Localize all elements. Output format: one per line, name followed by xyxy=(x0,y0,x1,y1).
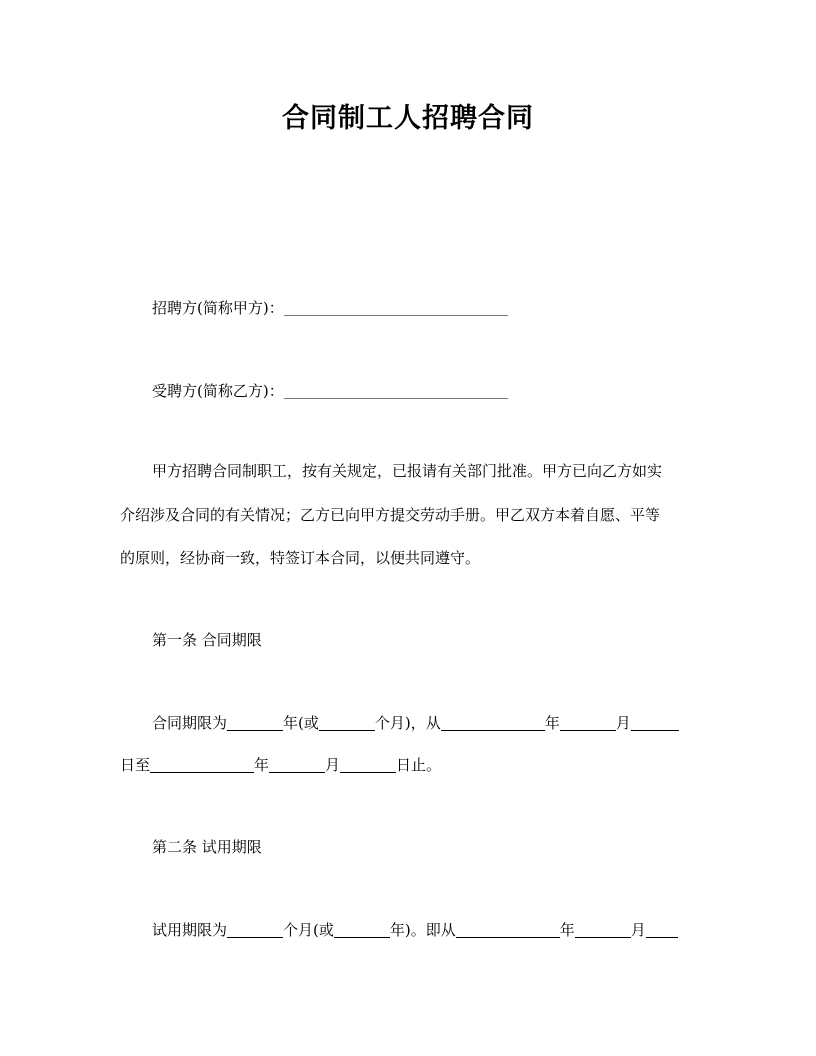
article2-text-years-from: 年)。即从 xyxy=(389,921,456,939)
end-day-blank[interactable] xyxy=(340,756,396,773)
article1-text-end-year: 年 xyxy=(254,756,270,774)
article1-line-2 xyxy=(120,754,700,776)
end-year-blank[interactable] xyxy=(150,756,254,773)
article1-text-month: 月 xyxy=(615,714,631,732)
article1-text-day-to: 日至 xyxy=(120,756,151,774)
article1-text-months-from: 个月)，从 xyxy=(374,714,441,732)
article2-heading: 第二条 试用期限 xyxy=(152,838,262,856)
article1-text-years-or: 年(或 xyxy=(283,714,319,732)
document-title: 合同制工人招聘合同 xyxy=(282,103,534,134)
trial-start-day-blank[interactable] xyxy=(646,921,678,938)
article1-heading: 第一条 合同期限 xyxy=(152,631,262,649)
article2-line-1 xyxy=(120,919,732,941)
trial-start-year-blank[interactable] xyxy=(456,921,560,938)
employer-name-blank[interactable] xyxy=(284,299,508,316)
employer-line xyxy=(120,297,732,319)
article1-text-end: 日止。 xyxy=(396,756,442,774)
intro-line-2: 介绍涉及合同的有关情况；乙方已向甲方提交劳动手册。甲乙双方本着自愿、平等 xyxy=(120,506,661,524)
trial-start-month-blank[interactable] xyxy=(575,921,631,938)
employee-name-blank[interactable] xyxy=(284,382,508,399)
article1-text-year: 年 xyxy=(544,714,560,732)
article1-line-1 xyxy=(120,712,732,734)
article2-text-months-or: 个月(或 xyxy=(283,921,334,939)
intro-line-1: 甲方招聘合同制职工，按有关规定，已报请有关部门批准。甲方已向乙方如实 xyxy=(152,462,663,480)
article1-text-end-month: 月 xyxy=(325,756,341,774)
employee-line xyxy=(120,380,732,402)
duration-years-blank[interactable] xyxy=(227,714,283,731)
start-year-blank[interactable] xyxy=(441,714,545,731)
article2-text-year: 年 xyxy=(559,921,575,939)
employee-label: 受聘方(简称乙方)： xyxy=(152,382,284,400)
trial-months-blank[interactable] xyxy=(227,921,283,938)
duration-months-blank[interactable] xyxy=(319,714,375,731)
article1-text-duration: 合同期限为 xyxy=(152,714,228,732)
start-month-blank[interactable] xyxy=(560,714,616,731)
article2-text-trial: 试用期限为 xyxy=(152,921,228,939)
intro-line-3: 的原则，经协商一致，特签订本合同，以便共同遵守。 xyxy=(120,549,481,567)
employer-label: 招聘方(简称甲方)： xyxy=(152,299,284,317)
trial-years-blank[interactable] xyxy=(334,921,390,938)
end-month-blank[interactable] xyxy=(269,756,325,773)
article2-text-month: 月 xyxy=(630,921,646,939)
start-day-blank[interactable] xyxy=(631,714,679,731)
